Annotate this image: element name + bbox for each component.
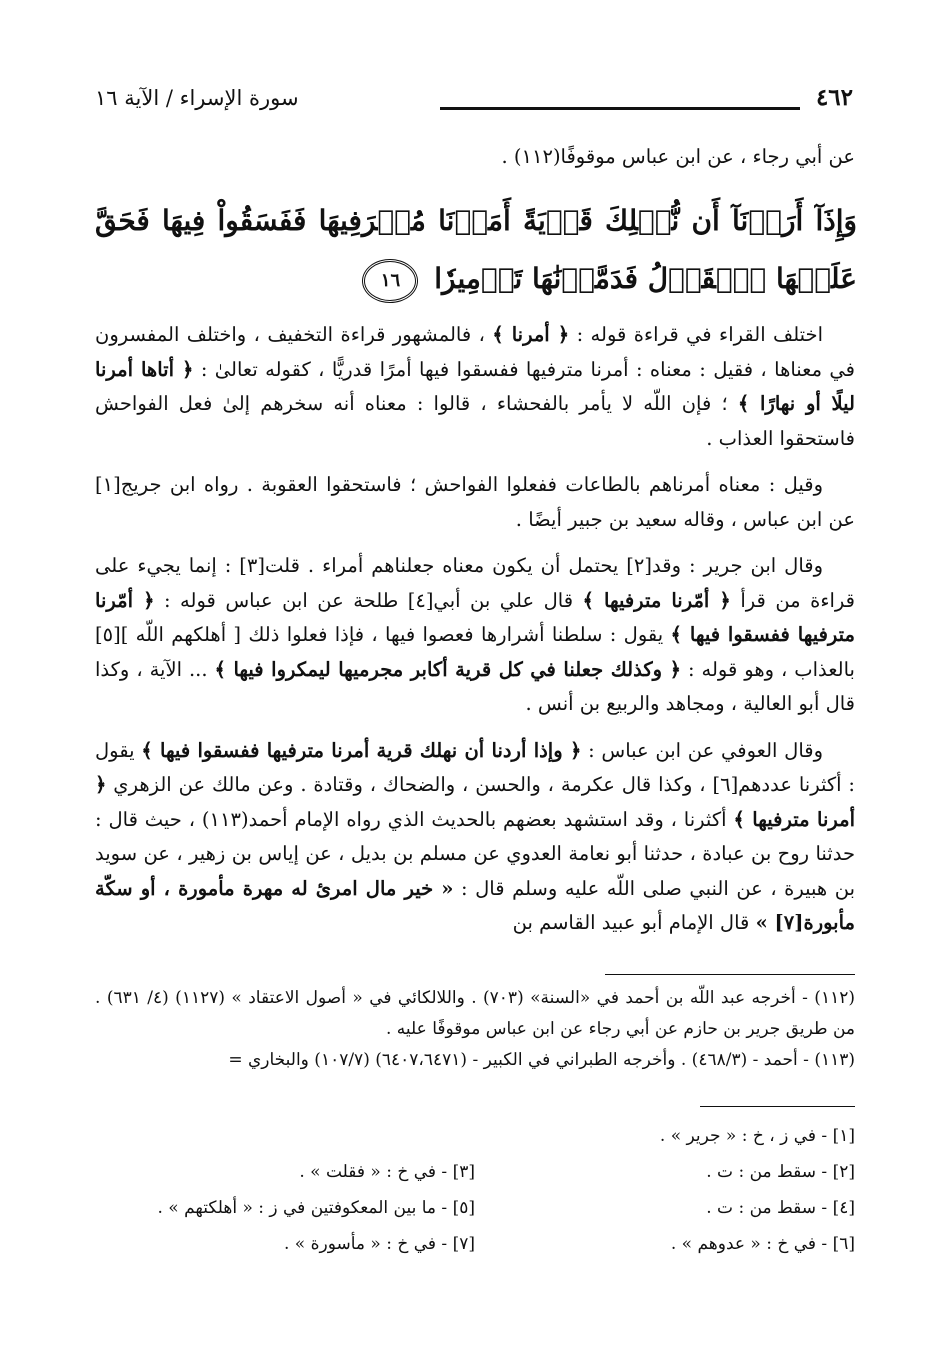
quran-quote: ﴿ أمرنا ﴾ [492,323,570,346]
page-header [95,86,853,122]
paragraph-3 [95,549,855,722]
text-run: وقيل : معناه أمرناهم بالطاعات ففعلوا الفواحش ؛ فاستحقوا العقوبة . رواه ابن جريج[١] عن ابن عباس ، وقاله سعيد بن جبير أيضًا . [95,473,855,531]
notes-row [95,1226,855,1262]
note: [٤] - سقط من : ت . [706,1198,855,1218]
note: [٣] - في خ : « فقلت » . [299,1162,475,1182]
quran-quote: ﴿ أتاها أمرنا ليلًا أو نهارًا ﴾ [95,357,856,415]
text-run: ؛ فإن اللّه لا يأمر بالفحشاء ، قالوا : معناه أنه سخرهم إلىٰ فعل الفواحش فاستحقوا العذاب . [95,392,855,450]
notes-row [95,1190,855,1226]
note: [٧] - في خ : « مأسورة » . [283,1234,475,1254]
note: [١] - في ز ، خ : « جرير » . [659,1126,855,1146]
paragraph-2 [95,468,855,537]
hadith-quote: « خير مال امرئ له مهرة مأمورة ، أو سكّة مأبورة[٧] » [95,876,855,934]
variant-notes-separator [700,1106,855,1107]
footnote-separator [605,974,855,975]
text-run: أكثرنا ، وقد استشهد بعضهم بالحديث الذي رواه الإمام أحمد(١١٣) ، حيث قال : حدثنا روح بن عبادة ، حدثنا أبو نعامة العدوي عن مسلم بن بديل ، عن إياس بن زهير ، عن سويد بن هبيرة ، عن النبي صلى اللّه عليه وسلم قال : [95,807,855,900]
note: [٥] - ما بين المعكوفتين في ز : « أهلكتهم » . [157,1198,475,1218]
text-run: قال الإمام أبو عبيد القاسم بن [512,911,756,934]
text-run: اختلف القراء في قراءة قوله : [569,323,824,346]
footnote-113: (١١٣) - أحمد - (٤٦٨/٣) . وأخرجه الطبراني في الكبير - (٦٤٠٧،٦٤٧١) (١٠٧/٧) والبخاري = [228,1050,855,1070]
verse-text: وَإِذَآ أَرَدۡنَآ أَن نُّهۡلِكَ قَرۡيَةً أَمَرۡنَا مُتۡرَفِيهَا فَفَسَقُواْ فِيهَا فَحَقَّ عَلَيۡهَا ٱلۡقَوۡلُ فَدَمَّرۡنَٰهَا تَدۡمِيرٗا [95,204,857,295]
footnote-112: (١١٢) - أخرجه عبد اللّه بن أحمد في «السنة» (٧٠٣) . واللالكائي في « أصول الاعتقاد » (١١٢٧) (٤/ ٦٣١) . من طريق جرير بن حازم عن أبي رجاء عن ابن عباس موقوفًا عليه . [95,988,855,1039]
text-run: قال علي بن أبي[٤] طلحة عن ابن عباس قوله : [154,588,583,612]
text-run: يقول : أكثرنا عددهم[٦] ، وكذا قال عكرمة ، والحسن ، والضحاك ، وقتادة . وعن مالك عن الزهري [95,738,856,796]
text-run: وقال ابن جرير : وقد[٢] يحتمل أن يكون معناه جعلناهم أمراء . قلت[٣] : إنما يجيء على قراءة من قرأ [95,554,855,612]
manuscript-variant-notes [95,1118,855,1262]
quran-quote: ﴿ وإذا أردنا أن نهلك قرية أمرنا مترفيها ففسقوا فيها ﴾ [141,738,582,762]
note: [٢] - سقط من : ت . [706,1162,855,1182]
note: [٦] - في خ : « عدوهم » . [670,1234,855,1254]
commentary [95,318,855,953]
paragraph-4 [95,734,855,941]
text-run: ... الآية ، وكذا قال أبو العالية ، ومجاهد والربيع بن أنس . [95,657,855,715]
header-rule [440,107,800,110]
page-number: ٤٦٢ [815,84,853,111]
quran-quote: ﴿ أمرنا مترفيها ﴾ [95,773,855,831]
text-run: ، فالمشهور قراءة التخفيف ، واختلف المفسرون في معناها ، فقيل : معناه : أمرنا مترفيها ففسقوا فيها أمرًا قدريًّا ، كقوله تعالىٰ : [95,323,855,381]
quran-quote: ﴿ أمّرنا مترفيها ففسقوا فيها ﴾ [95,588,856,646]
notes-row [95,1118,855,1154]
note [95,1118,475,1154]
quran-quote: ﴿ وكذلك جعلنا في كل قرية أكابر مجرميها ليمكروا فيها ﴾ [214,657,682,681]
running-title: سورة الإسراء / الآية ١٦ [95,86,299,110]
continuation-line: عن أبي رجاء ، عن ابن عباس موقوفًا(١١٢) . [501,145,855,168]
quran-quote: ﴿ أمّرنا مترفيها ﴾ [582,588,731,612]
notes-row [95,1154,855,1190]
paragraph-1 [95,318,855,456]
footnotes [95,983,855,1076]
text-run: وقال العوفي عن ابن عباس : [581,738,824,762]
ayah-number-marker: ١٦ [362,259,418,303]
text-run: يقول : سلطنا أشرارها فعصوا فيها ، فإذا فعلوا ذلك [ أهلكهم اللّه ][٥] بالعذاب ، وهو قوله : [95,623,855,681]
quran-verse [95,192,857,308]
